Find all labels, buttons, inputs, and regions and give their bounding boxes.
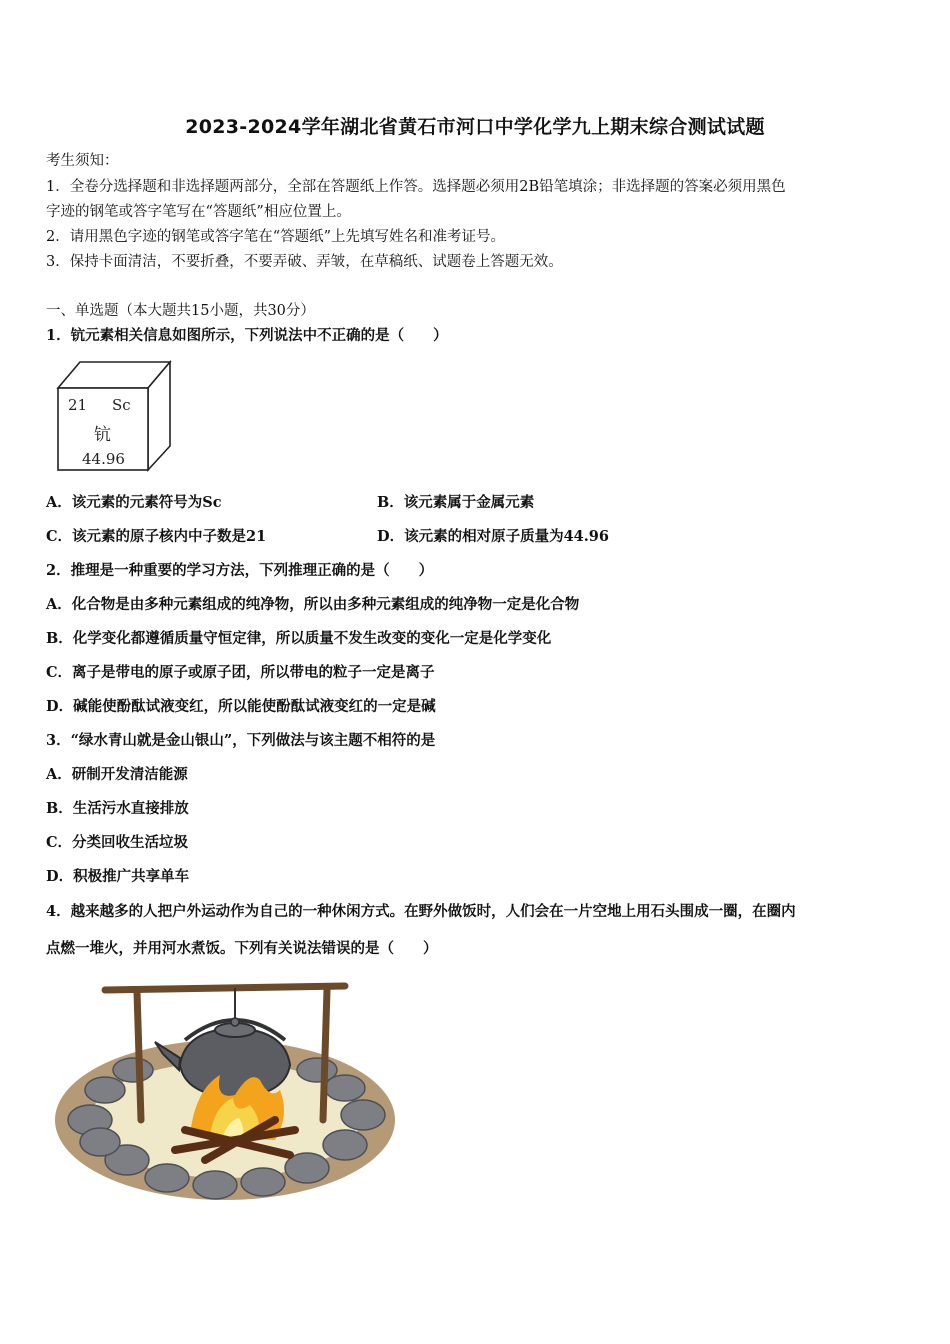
q3-option: A．研制开发清洁能源 [46, 766, 188, 783]
atomic-mass: 44.96 [82, 450, 125, 468]
q1-option-d: D．该元素的相对原子质量为44.96 [377, 528, 609, 545]
question-1-stem: 1．钪元素相关信息如图所示，下列说法中不正确的是（ ） [46, 327, 448, 344]
campfire-illustration [45, 970, 395, 1206]
question-4-stem-line1: 4．越来越多的人把户外运动作为自己的一种休闲方式。在野外做饭时，人们会在一片空地上用石头围成一圈，在圈内 [46, 903, 796, 920]
element-name: 钪 [94, 425, 111, 445]
atomic-number: 21 [68, 396, 88, 414]
element-symbol: Sc [112, 396, 131, 414]
q2-option: C．离子是带电的原子或原子团，所以带电的粒子一定是离子 [46, 664, 435, 681]
q3-option: C．分类回收生活垃圾 [46, 834, 189, 851]
section-heading: 一、单选题（本大题共15小题，共30分） [46, 303, 315, 319]
q2-option: B．化学变化都遵循质量守恒定律，所以质量不发生改变的变化一定是化学变化 [46, 630, 552, 647]
q1-option-b: B．该元素属于金属元素 [377, 494, 535, 511]
notice-item: 2．请用黑色字迹的钢笔或答字笔在“答题纸”上先填写姓名和准考证号。 [46, 229, 506, 245]
notice-heading: 考生须知： [46, 153, 119, 169]
notice-item: 1．全卷分选择题和非选择题两部分，全部在答题纸上作答。选择题必须用2B铅笔填涂；非选择题的答案必须用黑色 [46, 179, 786, 195]
question-2-stem: 2．推理是一种重要的学习方法，下列推理正确的是（ ） [46, 562, 434, 579]
notice-item: 字迹的钢笔或答字笔写在“答题纸”相应位置上。 [46, 204, 351, 220]
q1-option-a: A．该元素的元素符号为Sc [46, 494, 222, 511]
q3-option: B．生活污水直接排放 [46, 800, 189, 817]
q3-option: D．积极推广共享单车 [46, 868, 190, 885]
question-3-stem: 3．“绿水青山就是金山银山”，下列做法与该主题不相符的是 [46, 732, 436, 749]
q1-option-c: C．该元素的原子核内中子数是21 [46, 528, 267, 545]
exam-title: 2023-2024学年湖北省黄石市河口中学化学九上期末综合测试试题 [185, 116, 765, 138]
notice-item: 3．保持卡面清洁，不要折叠，不要弄破、弄皱，在草稿纸、试题卷上答题无效。 [46, 254, 563, 270]
element-card-figure [54, 358, 174, 474]
q2-option: D．碱能使酚酞试液变红，所以能使酚酞试液变红的一定是碱 [46, 698, 436, 715]
q2-option: A．化合物是由多种元素组成的纯净物，所以由多种元素组成的纯净物一定是化合物 [46, 596, 580, 613]
question-4-stem-line2: 点燃一堆火，并用河水煮饭。下列有关说法错误的是（ ） [46, 940, 438, 957]
